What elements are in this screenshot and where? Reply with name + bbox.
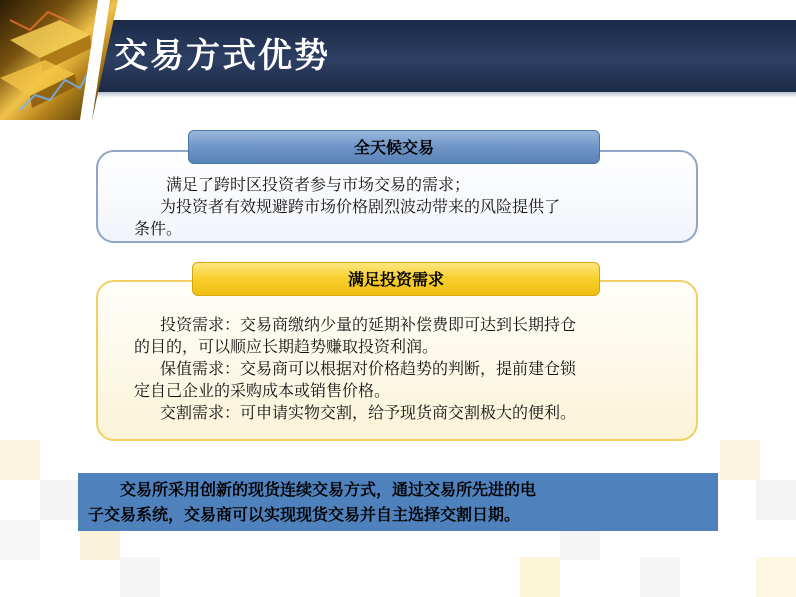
text-line: 条件。 — [134, 219, 183, 238]
section-heading-investment-needs: 满足投资需求 — [192, 262, 600, 296]
text-line: 为投资者有效规避跨市场价格剧烈波动带来的风险提供了 — [160, 197, 561, 216]
header-banner — [0, 0, 796, 120]
text-line: 满足了跨时区投资者参与市场交易的需求； — [166, 175, 471, 194]
section-investment-needs — [96, 280, 698, 441]
text-line: 保值需求：交易商可以根据对价格趋势的判断，提前建仓锁 — [160, 359, 577, 378]
summary-line: 子交易系统，交易商可以实现现货交易并自主选择交割日期。 — [88, 505, 521, 524]
summary-line: 交易所采用创新的现货连续交易方式，通过交易所先进的电 — [120, 480, 537, 499]
summary-box — [78, 473, 718, 531]
text-line: 的目的，可以顺应长期趋势赚取投资利润。 — [134, 337, 439, 356]
section-heading-all-day-trading: 全天候交易 — [188, 130, 600, 164]
section-investment-needs-text — [134, 314, 672, 424]
section-all-day-trading-text — [134, 174, 672, 240]
text-line: 投资需求：交易商缴纳少量的延期补偿费即可达到长期持仓 — [160, 315, 577, 334]
text-line: 定自己企业的采购成本或销售价格。 — [134, 381, 391, 400]
page-title: 交易方式优势 — [114, 36, 330, 76]
text-line: 交割需求：可申请实物交割，给予现货商交割极大的便利。 — [160, 403, 577, 422]
